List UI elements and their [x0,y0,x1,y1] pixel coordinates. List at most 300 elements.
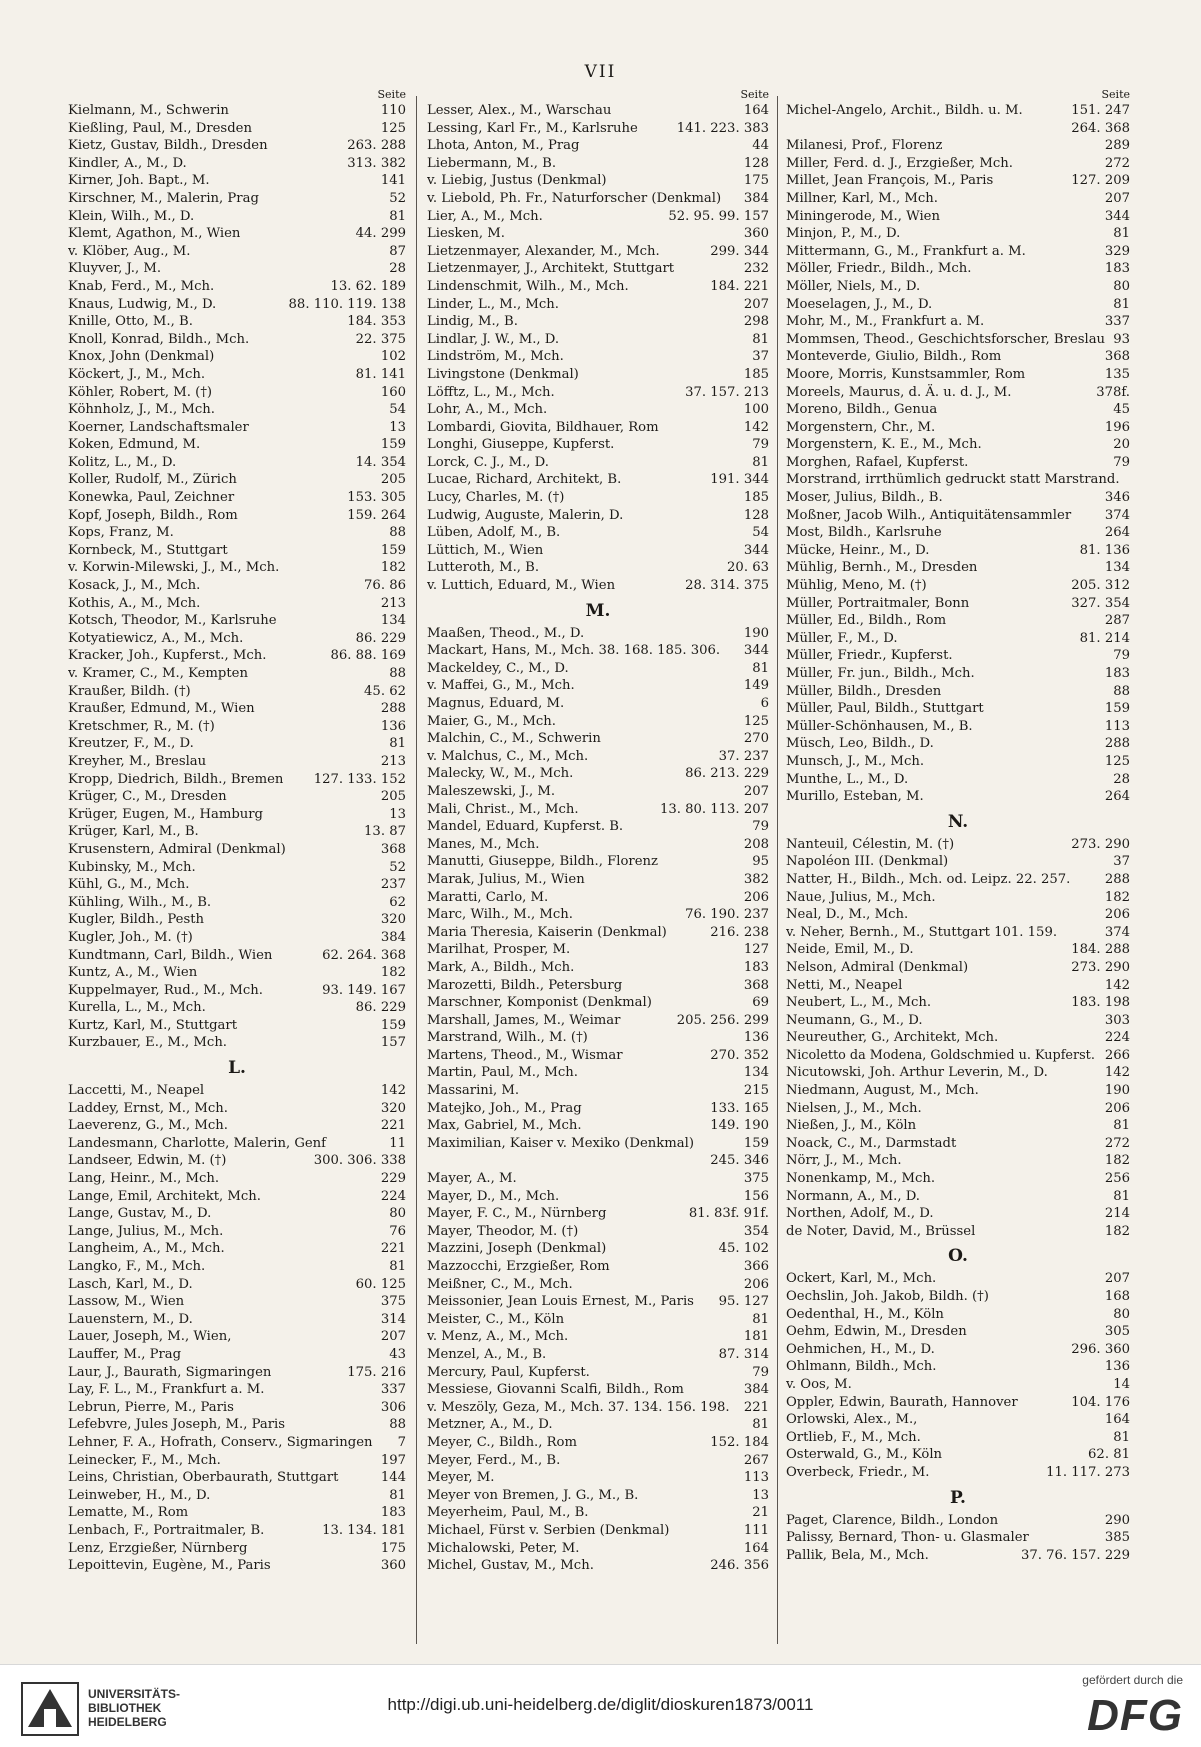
entry-name: Miller, Ferd. d. J., Erzgießer, Mch. [786,155,1013,171]
index-entry [786,1446,1130,1464]
index-entry [786,612,1130,630]
entry-pages: 86. 229 [355,630,406,646]
entry-pages: 125 [743,713,769,729]
entry-pages: 216. 238 [710,924,769,940]
index-entry [427,559,769,577]
index-entry [427,1064,769,1082]
entry-name: Kolitz, L., M., D. [68,454,177,470]
index-entry [427,765,769,783]
entry-name: Marilhat, Prosper, M. [427,942,571,958]
index-entry [68,1364,406,1382]
entry-pages: 37. 76. 157. 229 [1020,1547,1130,1563]
entry-pages: 273. 290 [1071,959,1130,975]
index-entry [68,841,406,859]
index-entry [68,1346,406,1364]
entry-name: Millner, Karl, M., Mch. [786,190,938,206]
entry-pages: 208 [743,836,769,852]
entry-name: Martens, Theod., M., Wismar [427,1047,623,1063]
entry-pages: 11 [389,1135,406,1151]
index-entry [427,401,769,419]
entry-name: v. Neher, Bernh., M., Stuttgart 101. 159. [786,924,1058,940]
entry-name: Lüttich, M., Wien [427,542,544,558]
entry-pages: 290 [1104,1512,1130,1528]
entry-pages: 213 [380,753,406,769]
index-entry [786,718,1130,736]
entry-name: Laur, J., Baurath, Sigmaringen [68,1364,272,1380]
entry-name: Marak, Julius, M., Wien [427,871,585,887]
entry-name: Mayer, D., M., Mch. [427,1188,560,1204]
entry-pages: 303 [1104,1012,1130,1028]
entry-pages: 159 [380,542,406,558]
entry-pages: 299. 344 [710,243,769,259]
entry-name: Kropp, Diedrich, Bildh., Bremen [68,771,284,787]
index-entry [68,507,406,525]
index-entry [427,889,769,907]
entry-name: Knox, John (Denkmal) [68,349,215,365]
entry-name: v. Liebold, Ph. Fr., Naturforscher (Denkmal) [427,190,722,206]
index-entry [68,577,406,595]
entry-name: Most, Bildh., Karlsruhe [786,525,942,541]
entry-name: Neubert, L., M., Mch. [786,995,932,1011]
index-entry [427,1258,769,1276]
index-entry [427,924,769,942]
institution-line: UNIVERSITÄTS- [88,1687,181,1701]
entry-name: Lucae, Richard, Architekt, B. [427,472,622,488]
entry-pages: 270. 352 [710,1047,769,1063]
entry-name: Murillo, Esteban, M. [786,789,924,805]
entry-name: Mandel, Eduard, Kupferst. B. [427,819,624,835]
entry-pages: 185 [743,366,769,382]
entry-pages: 181 [743,1329,769,1345]
index-entry [68,419,406,437]
entry-name: Kugler, Joh., M. (†) [68,929,193,945]
entry-pages: 368 [1104,349,1130,365]
entry-pages: 175 [743,173,769,189]
index-entry [427,1346,769,1364]
entry-pages: 300. 306. 338 [313,1153,406,1169]
index-entry [786,753,1130,771]
entry-pages: 128 [743,507,769,523]
entry-name: Massarini, M. [427,1083,520,1099]
entry-name: Kugler, Bildh., Pesth [68,912,205,928]
entry-pages: 366 [743,1259,769,1274]
index-entry [427,1557,769,1575]
index-entry [68,982,406,1000]
entry-name: v. Menz, A., M., Mch. [427,1329,569,1345]
entry-pages: 13 [752,1487,769,1503]
entry-pages: 360 [743,226,769,242]
entry-name: Kubinsky, M., Mch. [68,859,196,875]
entry-pages: 113 [1104,718,1130,734]
entry-pages: 374 [1104,924,1130,940]
entry-name: Knoll, Konrad, Bildh., Mch. [68,331,250,347]
index-entry [786,1529,1130,1547]
index-entry [786,436,1130,454]
entry-pages: 86. 213. 229 [685,766,769,782]
index-entry [786,1464,1130,1482]
index-entry [427,1381,769,1399]
entry-name: Malchin, C., M., Schwerin [427,731,601,747]
index-entry [427,507,769,525]
entry-pages: 185 [743,490,769,506]
index-entry [68,348,406,366]
entry-name: Kopf, Joseph, Bildh., Rom [68,507,238,523]
entry-name: Niedmann, August, M., Mch. [786,1083,979,1099]
entry-pages: 207 [380,1329,406,1345]
entry-name: Neumann, G., M., D. [786,1012,923,1028]
index-entry [68,1416,406,1434]
index-entry [786,1376,1130,1394]
entry-pages: 125 [380,120,406,136]
entry-pages: 205. 312 [1071,578,1130,594]
entry-name: Maier, G., M., Mch. [427,713,556,729]
index-entry [427,331,769,349]
entry-name: Lindström, M., Mch. [427,349,564,365]
index-entry [786,771,1130,789]
index-entry [786,102,1130,120]
entry-pages: 69 [752,995,769,1011]
entry-pages: 81 [752,660,769,676]
index-entry [427,1364,769,1382]
entry-name: Marc, Wilh., M., Mch. [427,907,573,923]
index-entry [427,695,769,713]
entry-name: Knille, Otto, M., B. [68,314,193,330]
index-entry [427,1276,769,1294]
entry-pages: 142 [1104,977,1130,993]
entry-name: Metzner, A., M., D. [427,1417,553,1433]
index-entry [68,296,406,314]
entry-pages: 164 [1104,1412,1130,1428]
index-entry [786,683,1130,701]
entry-pages: 111 [743,1522,769,1538]
index-entry [427,225,769,243]
entry-pages: 182 [380,965,406,981]
entry-name: Meißner, C., M., Mch. [427,1276,573,1292]
entry-name: Meister, C., M., Köln [427,1311,565,1327]
index-entry [427,155,769,173]
entry-pages: 45. 102 [718,1241,769,1257]
index-entry [68,1135,406,1153]
index-entry [68,1540,406,1558]
entry-pages: 266 [1104,1047,1130,1063]
index-entry [68,559,406,577]
entry-pages: 337 [380,1382,406,1398]
entry-pages: 207 [743,296,769,312]
entry-name: Kühling, Wilh., M., B. [68,894,212,910]
entry-pages: 272 [1104,155,1130,171]
entry-name: Michel, Gustav, M., Mch. [427,1558,594,1574]
entry-name: v. Malchus, C., M., Mch. [427,748,589,764]
entry-name: Müller, Fr. jun., Bildh., Mch. [786,666,975,681]
index-entry [68,1276,406,1294]
entry-name: Lüben, Adolf, M., B. [427,525,561,541]
index-entry [427,642,769,660]
index-entry [68,823,406,841]
entry-pages: 134 [380,613,406,629]
index-entry [427,1469,769,1487]
entry-name: Normann, A., M., D. [786,1188,920,1204]
entry-name: Koller, Rudolf, M., Zürich [68,472,237,488]
index-entry [68,436,406,454]
entry-name: Koerner, Landschaftsmaler [68,419,249,435]
entry-pages: 79 [1113,454,1130,470]
entry-name: Mackeldey, C., M., D. [427,660,569,676]
entry-name: Minjon, P., M., D. [786,226,901,242]
entry-name: Livingstone (Denkmal) [427,366,579,382]
index-entry [68,806,406,824]
index-entry [786,1341,1130,1359]
entry-name: Lucy, Charles, M. (†) [427,490,565,506]
index-entry [68,1017,406,1035]
index-entry [68,630,406,648]
index-entry [427,730,769,748]
entry-pages: 144 [380,1470,406,1486]
entry-name: Lindlar, J. W., M., D. [427,331,560,347]
entry-name: Magnus, Eduard, M. [427,696,565,711]
entry-name: Naue, Julius, M., Mch. [786,889,936,905]
entry-name: Koken, Edmund, M. [68,437,201,453]
entry-pages: 206 [1104,907,1130,923]
entry-pages: 80 [1113,278,1130,294]
index-entry [427,783,769,801]
entry-pages: 133. 165 [710,1100,769,1116]
entry-pages: 384 [380,929,406,945]
index-entry [786,1152,1130,1170]
entry-pages: 270 [743,731,769,747]
entry-name: Kielmann, M., Schwerin [68,103,229,118]
index-entry [786,836,1130,854]
entry-pages: 54 [752,525,769,541]
index-entry [786,243,1130,261]
entry-name: Müller-Schönhausen, M., B. [786,718,973,734]
entry-name: Kirner, Joh. Bapt., M. [68,173,210,189]
entry-name: v. Klöber, Aug., M. [68,243,191,259]
entry-name: v. Maffei, G., M., Mch. [427,678,575,694]
entry-pages: 102 [380,349,406,365]
entry-name: Meyer von Bremen, J. G., M., B. [427,1487,639,1503]
entry-pages: 81 [752,1417,769,1433]
entry-name: Landseer, Edwin, M. (†) [68,1153,227,1169]
entry-pages: 207 [1104,1271,1130,1287]
entry-name: Marschner, Komponist (Denkmal) [427,995,652,1011]
index-entry [68,1469,406,1487]
entry-name: Mark, A., Bildh., Mch. [427,959,575,975]
entry-pages: 159 [380,437,406,453]
index-entry [786,1547,1130,1565]
entry-name: Michel-Angelo, Archit., Bildh. u. M. [786,103,1023,118]
entry-name: Löfftz, L., M., Mch. [427,384,555,400]
index-entry [68,1452,406,1470]
entry-name: v. Korwin-Milewski, J., M., Mch. [68,560,280,576]
entry-name: Ludwig, Auguste, Malerin, D. [427,507,624,523]
index-entry [427,1100,769,1118]
entry-name: Lefebvre, Jules Joseph, M., Paris [68,1417,286,1433]
entry-pages: 320 [380,912,406,928]
entry-pages: 6 [760,696,769,711]
index-entry [68,947,406,965]
index-entry [427,384,769,402]
entry-pages: 168 [1104,1289,1130,1304]
entry-name: Möller, Friedr., Bildh., Mch. [786,261,972,277]
index-entry [786,366,1130,384]
entry-name: Ohlmann, Bildh., Mch. [786,1359,937,1375]
entry-name: Maaßen, Theod., M., D. [427,625,585,641]
entry-pages: 104. 176 [1071,1394,1130,1410]
index-entry [786,296,1130,314]
entry-name: Max, Gabriel, M., Mch. [427,1118,582,1134]
entry-name: Müller, Bildh., Dresden [786,683,942,699]
entry-pages: 184. 288 [1071,942,1130,958]
entry-name: Moore, Morris, Kunstsammler, Rom [786,366,1026,382]
index-entry [68,225,406,243]
entry-name: Palissy, Bernard, Thon- u. Glasmaler [786,1530,1029,1546]
entry-name: Menzel, A., M., B. [427,1346,547,1362]
index-entry [68,1557,406,1575]
index-entry [427,1452,769,1470]
index-entry [786,665,1130,683]
entry-pages: 93. 149. 167 [322,982,406,998]
entry-pages: 37. 237 [718,748,769,764]
entry-name: Morghen, Rafael, Kupferst. [786,454,969,470]
entry-pages: 375 [380,1294,406,1310]
entry-pages: 360 [380,1558,406,1574]
entry-name: Mittermann, G., M., Frankfurt a. M. [786,243,1026,259]
entry-name: Oehm, Edwin, M., Dresden [786,1324,967,1340]
index-entry [427,524,769,542]
entry-name: Lohr, A., M., Mch. [427,402,548,418]
entry-pages: 205 [380,789,406,805]
index-entry [68,700,406,718]
entry-pages: 164 [743,1540,769,1556]
entry-pages: 88 [1113,683,1130,699]
index-entry [786,137,1130,155]
entry-name: Kurzbauer, E., M., Mch. [68,1035,228,1051]
index-entry [786,1223,1130,1241]
index-entry [786,700,1130,718]
entry-name: Morstrand, irrthümlich gedruckt statt Marstrand. [786,472,1120,488]
index-entry [427,1293,769,1311]
index-entry [68,612,406,630]
entry-pages: 329 [1104,243,1130,259]
index-column-2 [427,88,769,1652]
entry-pages: 190 [743,625,769,641]
entry-pages: 45. 62 [364,683,406,699]
index-entry [68,384,406,402]
entry-name: Oechslin, Joh. Jakob, Bildh. (†) [786,1289,989,1304]
section-letter-heading: M. [585,600,611,621]
entry-name: Miningerode, M., Wien [786,208,940,224]
entry-name: Lessing, Karl Fr., M., Karlsruhe [427,120,638,136]
entry-name: v. Meszöly, Geza, M., Mch. 37. 134. 156. 198. [427,1399,730,1415]
index-entry [786,1429,1130,1447]
entry-name: Kotyatiewicz, A., M., Mch. [68,630,244,646]
index-entry [68,471,406,489]
entry-name: Kraußer, Bildh. (†) [68,683,191,699]
footer-bar [0,1664,1201,1747]
index-entry [427,1399,769,1417]
entry-name: Michalowski, Peter, M. [427,1540,580,1556]
index-entry [68,1152,406,1170]
entry-name: Oehmichen, H., M., D. [786,1341,935,1357]
entry-pages: 79 [752,1364,769,1380]
index-entry [68,313,406,331]
index-entry [68,208,406,226]
entry-pages: 184. 221 [710,278,769,294]
entry-pages: 81 [752,454,769,470]
entry-name: Netti, M., Neapel [786,977,903,993]
entry-pages: 95 [752,854,769,870]
index-entry [427,677,769,695]
entry-pages: 385 [1104,1530,1130,1546]
index-entry [427,625,769,643]
entry-name: Konewka, Paul, Zeichner [68,490,235,506]
entry-name: Lange, Emil, Architekt, Mch. [68,1188,261,1204]
index-entry [786,401,1130,419]
entry-name: Orlowski, Alex., M., [786,1412,918,1428]
entry-pages: 182 [1104,1153,1130,1169]
entry-pages: 313. 382 [347,155,406,171]
entry-pages: 7 [397,1434,406,1450]
index-entry [427,871,769,889]
institution-line: BIBLIOTHEK [88,1701,162,1715]
entry-pages: 128 [743,155,769,171]
entry-pages: 264 [1104,789,1130,805]
index-entry [68,278,406,296]
index-entry [427,801,769,819]
entry-name: Messiese, Giovanni Scalfi, Bildh., Rom [427,1382,684,1398]
index-entry [68,454,406,472]
index-entry [786,120,1130,138]
entry-pages: 110 [380,103,406,118]
entry-name: Lang, Heinr., M., Mch. [68,1171,220,1187]
entry-pages: 80 [1113,1306,1130,1322]
index-entry [427,102,769,120]
entry-pages: 81. 136 [1079,542,1130,558]
entry-name: Mommsen, Theod., Geschichtsforscher, Breslau [786,331,1106,347]
entry-pages: 287 [1104,613,1130,629]
entry-name: Kotsch, Theodor, M., Karlsruhe [68,613,277,629]
entry-pages: 81. 83f. 91f. [688,1206,769,1222]
entry-name: Kurtz, Karl, M., Stuttgart [68,1017,238,1033]
entry-name: Munsch, J., M., Mch. [786,753,925,769]
entry-name: Osterwald, G., M., Köln [786,1447,943,1463]
entry-name: Morgenstern, K. E., M., Mch. [786,437,982,453]
entry-pages: 43 [389,1346,406,1362]
entry-pages: 159. 264 [347,507,406,523]
entry-pages: 28 [389,261,406,277]
source-url-link[interactable]: http://digi.ub.uni-heidelberg.de/diglit/dioskuren1873/0011 [387,1695,814,1714]
entry-pages: 272 [1104,1135,1130,1151]
entry-pages: 159 [380,1017,406,1033]
entry-name: Müller, Friedr., Kupferst. [786,648,953,664]
entry-pages: 153. 305 [347,490,406,506]
entry-name: Oedenthal, H., M., Köln [786,1306,944,1322]
entry-pages: 81 [752,1311,769,1327]
index-entry [427,977,769,995]
entry-pages: 79 [1113,648,1130,664]
index-entry [786,260,1130,278]
entry-name: Moeselagen, J., M., D. [786,296,933,312]
index-entry [786,977,1130,995]
entry-pages: 183 [380,1505,406,1521]
index-entry [427,577,769,595]
entry-name: Noack, C., M., Darmstadt [786,1135,957,1151]
index-entry [786,313,1130,331]
entry-name: Malecky, W., M., Mch. [427,766,574,782]
entry-pages: 159 [743,1135,769,1151]
index-entry [786,507,1130,525]
index-entry [427,1311,769,1329]
